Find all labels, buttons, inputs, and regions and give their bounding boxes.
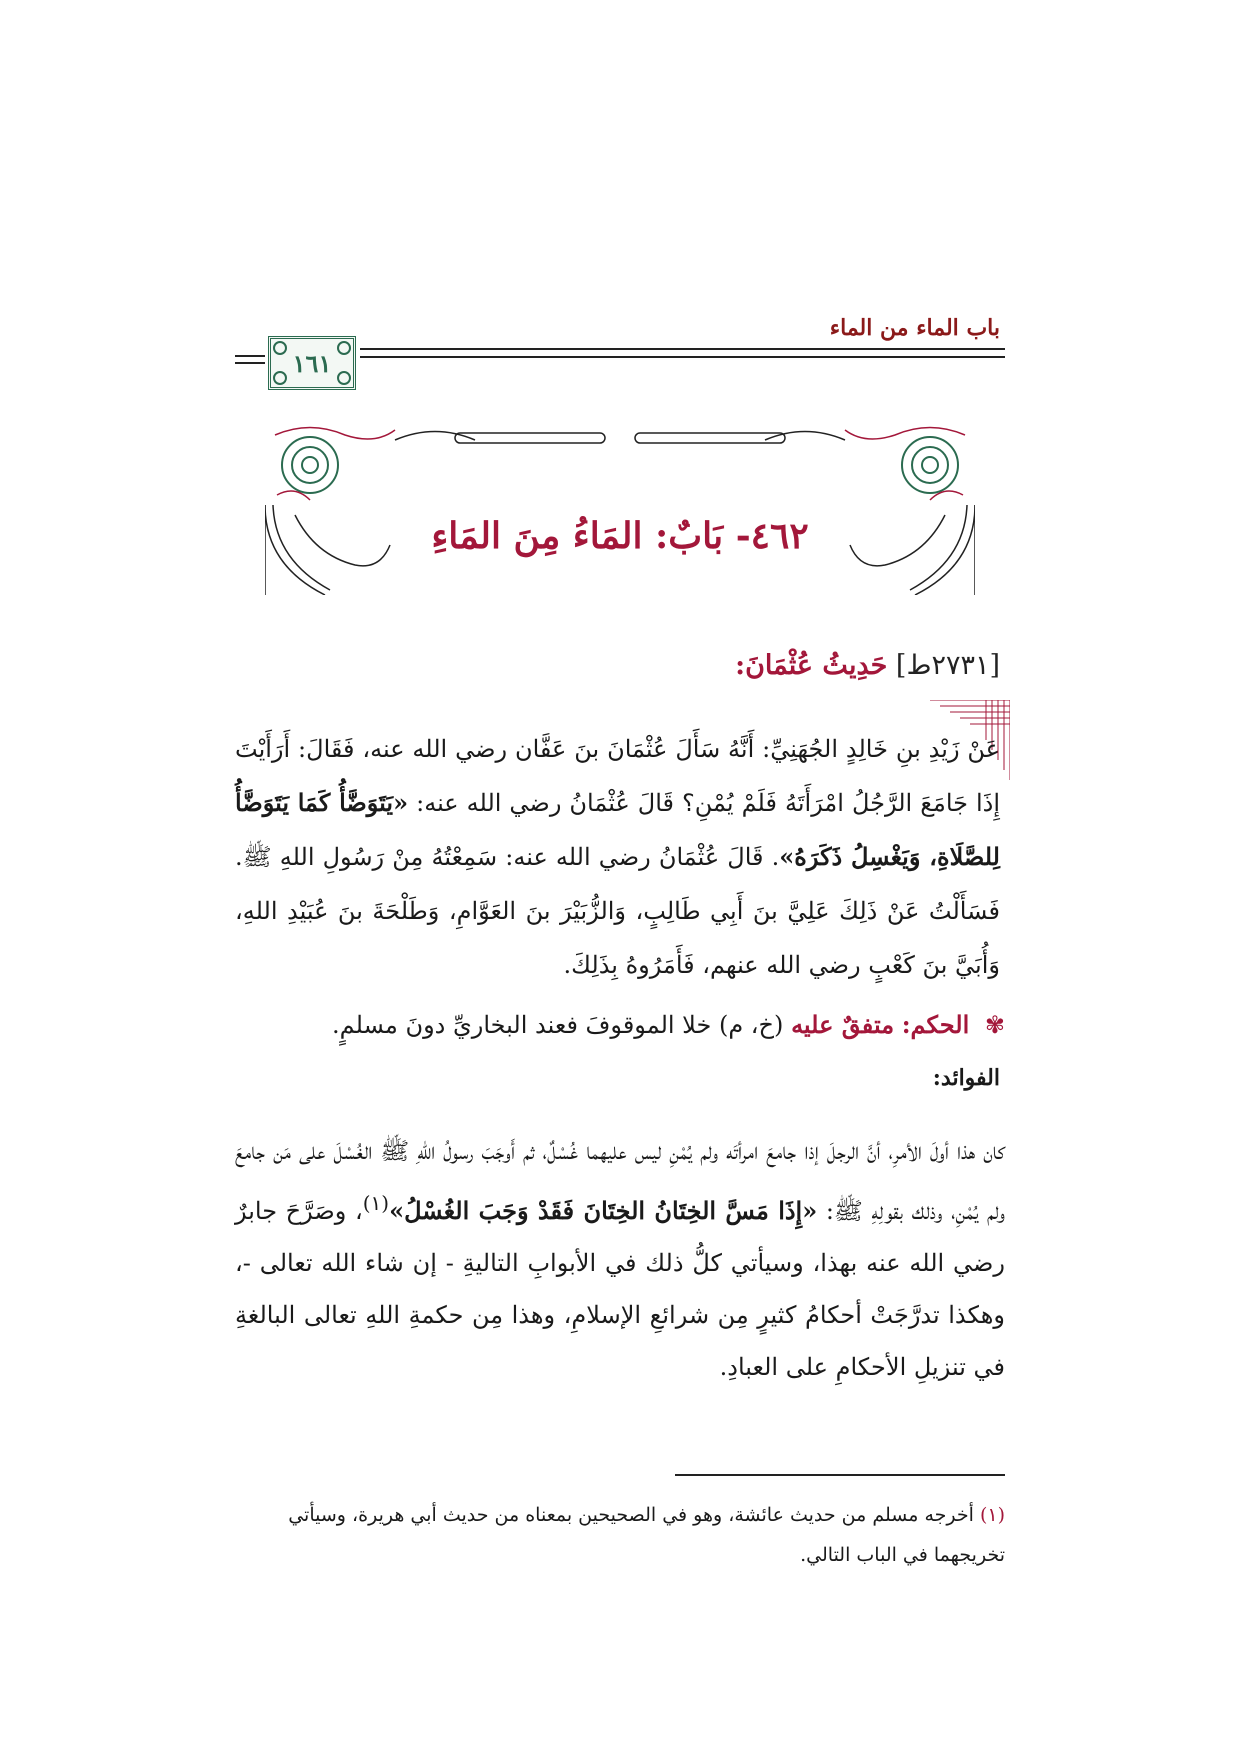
header-rule-left-top [235,355,265,357]
chapter-title: ٤٦٢- بَابٌ: المَاءُ مِنَ المَاءِ [431,515,809,557]
ruling-rest: (خ، م) خلا الموقوفَ فعند البخاريِّ دونَ مسلمٍ. [332,1011,784,1039]
hadith-text [235,722,1000,992]
footnote-number: (١) [979,1504,1005,1526]
flower-icon: ✾ [984,1011,1005,1039]
ruling-value: متفقٌ عليه [791,1010,895,1039]
header-rule-left-bottom [235,362,265,364]
page-number-box [268,336,356,390]
ruling-label: الحكم: [901,1010,970,1039]
running-header: باب الماء من الماء [829,315,1000,341]
benefits-text-part2: ، وصَرَّحَ جابرٌ رضي الله عنه بهذا، وسيأتي كلُّ ذلك في الأبوابِ التاليةِ - إن شاء الله تعالى -، وهكذا تدرَّجَتْ أحكامُ كثيرٍ مِن شرائعِ الإسلامِ، وهذا مِن حكمةِ اللهِ تعالى البالغةِ في تنزيلِ الأحكامِ على العبادِ. [235,1197,1005,1381]
benefits-quote: «إِذَا مَسَّ الخِتَانُ الخِتَانَ فَقَدْ وَجَبَ الغُسْلُ» [389,1196,818,1225]
hadith-number: [٢٧٣١ط] [895,650,1000,681]
hadith-text-part2: . قَالَ عُثْمَانُ رضي الله عنه: سَمِعْتُهُ مِنْ رَسُولِ اللهِ ﷺ. فَسَأَلْتُ عَنْ ذَلِكَ عَلِيَّ بنَ أَبِي طَالِبٍ، وَالزُّبَيْرَ بنَ العَوَّامِ، وَطَلْحَةَ بنَ عُبَيْدِ اللهِ، وَأُبَيَّ بنَ كَعْبٍ رضي الله عنهم، فَأَمَرُوهُ بِذَلِكَ. [235,843,1001,979]
header-rule-bottom [360,356,1005,358]
footnote-divider [675,1474,1005,1476]
chapter-ornament-frame [265,425,975,595]
hadith-text-part1: عَنْ زَيْدِ بنِ خَالِدٍ الجُهَنِيِّ: أَنَّهُ سَأَلَ عُثْمَانَ بنَ عَفَّان رضي الله عنه، فَقَالَ: أَرَأَيْتَ إِذَا جَامَعَ الرَّجُلُ امْرَأَتَهُ فَلَمْ يُمْنِ؟ قَالَ عُثْمَانُ رضي الله عنه: [235,735,1000,817]
hadith-heading [735,650,1000,681]
benefits-text-part1: كان هذا أولَ الأمرِ، أنَّ الرجلَ إذا جامعَ امرأتَه ولم يُمْنِ ليس عليهما غُسْلٌ، ثم أَوجَبَ رسولُ اللهِ ﷺ الغُسْلَ على مَن جامعَ ولم يُمْنِ، وذلك بقولِهِ ﷺ: [235,1137,1006,1225]
footnote-text: أخرجه مسلم من حديث عائشة، وهو في الصحيحين بمعناه من حديث أبي هريرة، وسيأتي تخريجهما في الباب التالي. [288,1504,1005,1566]
page-number: ١٦١ [292,348,332,378]
benefits-heading: الفوائد: [932,1065,1000,1091]
hadith-title: حَدِيثُ عُثْمَانَ: [735,650,888,681]
footnote-ref[interactable]: (١) [362,1191,390,1215]
ruling [235,1010,1005,1039]
hadith-quote: «يَتَوَضَّأُ كَمَا يَتَوَضَّأُ لِلصَّلَاةِ، وَيَغْسِلُ ذَكَرَهُ» [235,788,1000,871]
footnote [235,1495,1005,1575]
benefits-text [235,1125,1005,1393]
header-rule-top [360,348,1005,350]
